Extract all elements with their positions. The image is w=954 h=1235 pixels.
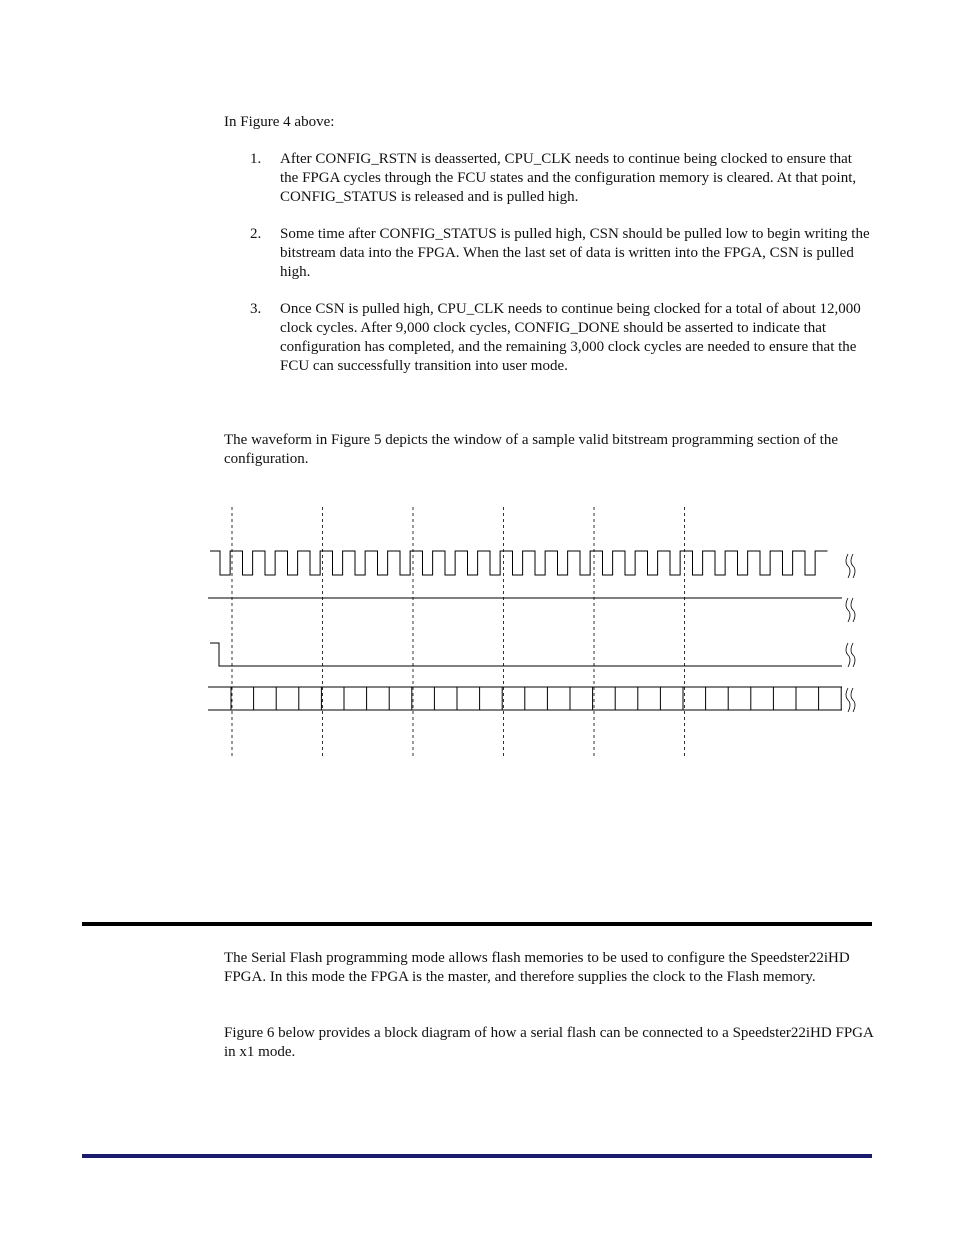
section-divider bbox=[82, 922, 872, 926]
waveform-diagram bbox=[200, 500, 870, 762]
break-mark bbox=[846, 643, 850, 667]
break-mark bbox=[851, 554, 855, 578]
list-text: After CONFIG_RSTN is deasserted, CPU_CLK needs to continue being clocked to ensure that the FPGA cycles through the FCU states and the configuration memory is cleared. At that point, CONFIG_STATUS is released and is pulled high. bbox=[280, 151, 857, 205]
break-mark bbox=[851, 688, 855, 712]
footer-rule bbox=[82, 1154, 872, 1158]
list-text: Once CSN is pulled high, CPU_CLK needs to continue being clocked for a total of about 12,000 clock cycles. After 9,000 clock cycles, CONFIG_DONE should be asserted to indicate that configuration has completed, and the remaining 3,000 clock cycles are needed to ensure that the FCU can successfully transition into user mode. bbox=[280, 301, 861, 374]
break-mark bbox=[846, 554, 850, 578]
list-text: Some time after CONFIG_STATUS is pulled high, CSN should be pulled low to begin writing the bitstream data into the FPGA. When the last set of data is written into the FPGA, CSN is pulled high. bbox=[280, 226, 870, 280]
list-number: 3. bbox=[250, 301, 262, 317]
waveform-intro-text: The waveform in Figure 5 depicts the window of a sample valid bitstream programming section of the configuration. bbox=[224, 432, 839, 467]
break-mark bbox=[851, 643, 855, 667]
break-mark bbox=[851, 598, 855, 622]
serial-flash-paragraph: Figure 6 below provides a block diagram of how a serial flash can be connected to a Speedster22iHD FPGA in x1 mode. bbox=[224, 1025, 873, 1060]
intro-text: In Figure 4 above: bbox=[224, 114, 335, 130]
clock-waveform bbox=[210, 551, 828, 575]
break-mark bbox=[846, 598, 850, 622]
serial-flash-paragraph: The Serial Flash programming mode allows flash memories to be used to configure the Speedster22iHD FPGA. In this mode the FPGA is the master, and therefore supplies the clock to the Flash memory. bbox=[224, 950, 850, 985]
list-number: 1. bbox=[250, 151, 262, 167]
signal-low-line bbox=[210, 643, 842, 666]
list-number: 2. bbox=[250, 226, 262, 242]
break-mark bbox=[846, 688, 850, 712]
